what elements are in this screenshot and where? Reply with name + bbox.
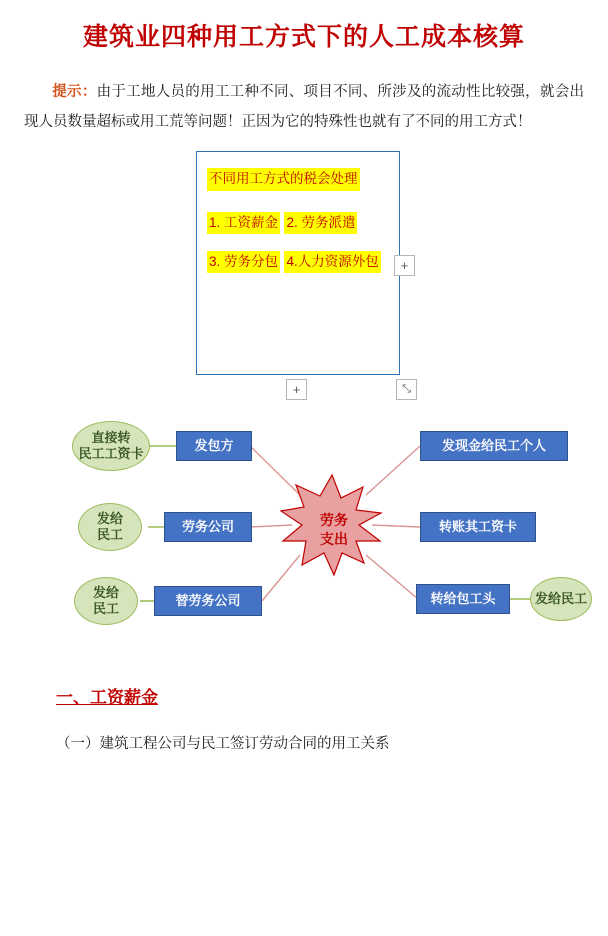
diagram-node-n3[interactable]: 发现金给民工个人 xyxy=(420,431,568,461)
expand-right-button[interactable]: + xyxy=(394,255,415,276)
node-label: 发给 民工 xyxy=(96,511,123,543)
object-line-3: 3. 劳务分包 xyxy=(207,251,280,273)
section-subheading: （一）建筑工程公司与民工签订劳动合同的用工关系 xyxy=(56,736,390,753)
center-label-line2: 支出 xyxy=(320,530,348,547)
resize-handle-icon[interactable]: ⤡ xyxy=(396,379,417,400)
node-label: 发给 民工 xyxy=(92,585,119,617)
object-line-1: 1. 工资薪金 xyxy=(207,212,280,234)
intro-text: 由于工地人员的用工工种不同、项目不同、所涉及的流动性比较强，就会出现人员数量超标或用工荒等问题！正因为它的特殊性也就有了不同的用工方式！ xyxy=(24,84,585,130)
diagram-node-n6[interactable]: 转账其工资卡 xyxy=(420,512,536,542)
page-title: 建筑业四种用工方式下的人工成本核算 xyxy=(82,23,525,51)
object-line-0: 不同用工方式的税会处理 xyxy=(207,168,360,190)
labor-cost-diagram xyxy=(0,403,608,673)
diagram-node-n10[interactable]: 发给民工 xyxy=(530,577,592,621)
embedded-object-frame[interactable] xyxy=(196,151,400,375)
diagram-node-n8[interactable]: 替劳务公司 xyxy=(154,586,262,616)
diagram-center-label xyxy=(299,511,369,547)
object-line-4: 4.人力资源外包 xyxy=(284,251,380,273)
intro-paragraph xyxy=(24,78,584,137)
embedded-object-area xyxy=(0,151,608,401)
object-line-2: 2. 劳务派遣 xyxy=(284,212,357,234)
diagram-node-n9[interactable]: 转给包工头 xyxy=(416,584,510,614)
center-label-line1: 劳务 xyxy=(320,512,348,529)
expand-bottom-button[interactable]: + xyxy=(286,379,307,400)
diagram-node-n5[interactable]: 劳务公司 xyxy=(164,512,252,542)
section-heading: 一、工资薪金 xyxy=(56,688,158,708)
tip-label: 提示： xyxy=(52,84,97,100)
document-page xyxy=(0,22,608,936)
diagram-node-n2[interactable]: 发包方 xyxy=(176,431,252,461)
node-label: 直接转 民工工资卡 xyxy=(78,430,144,462)
